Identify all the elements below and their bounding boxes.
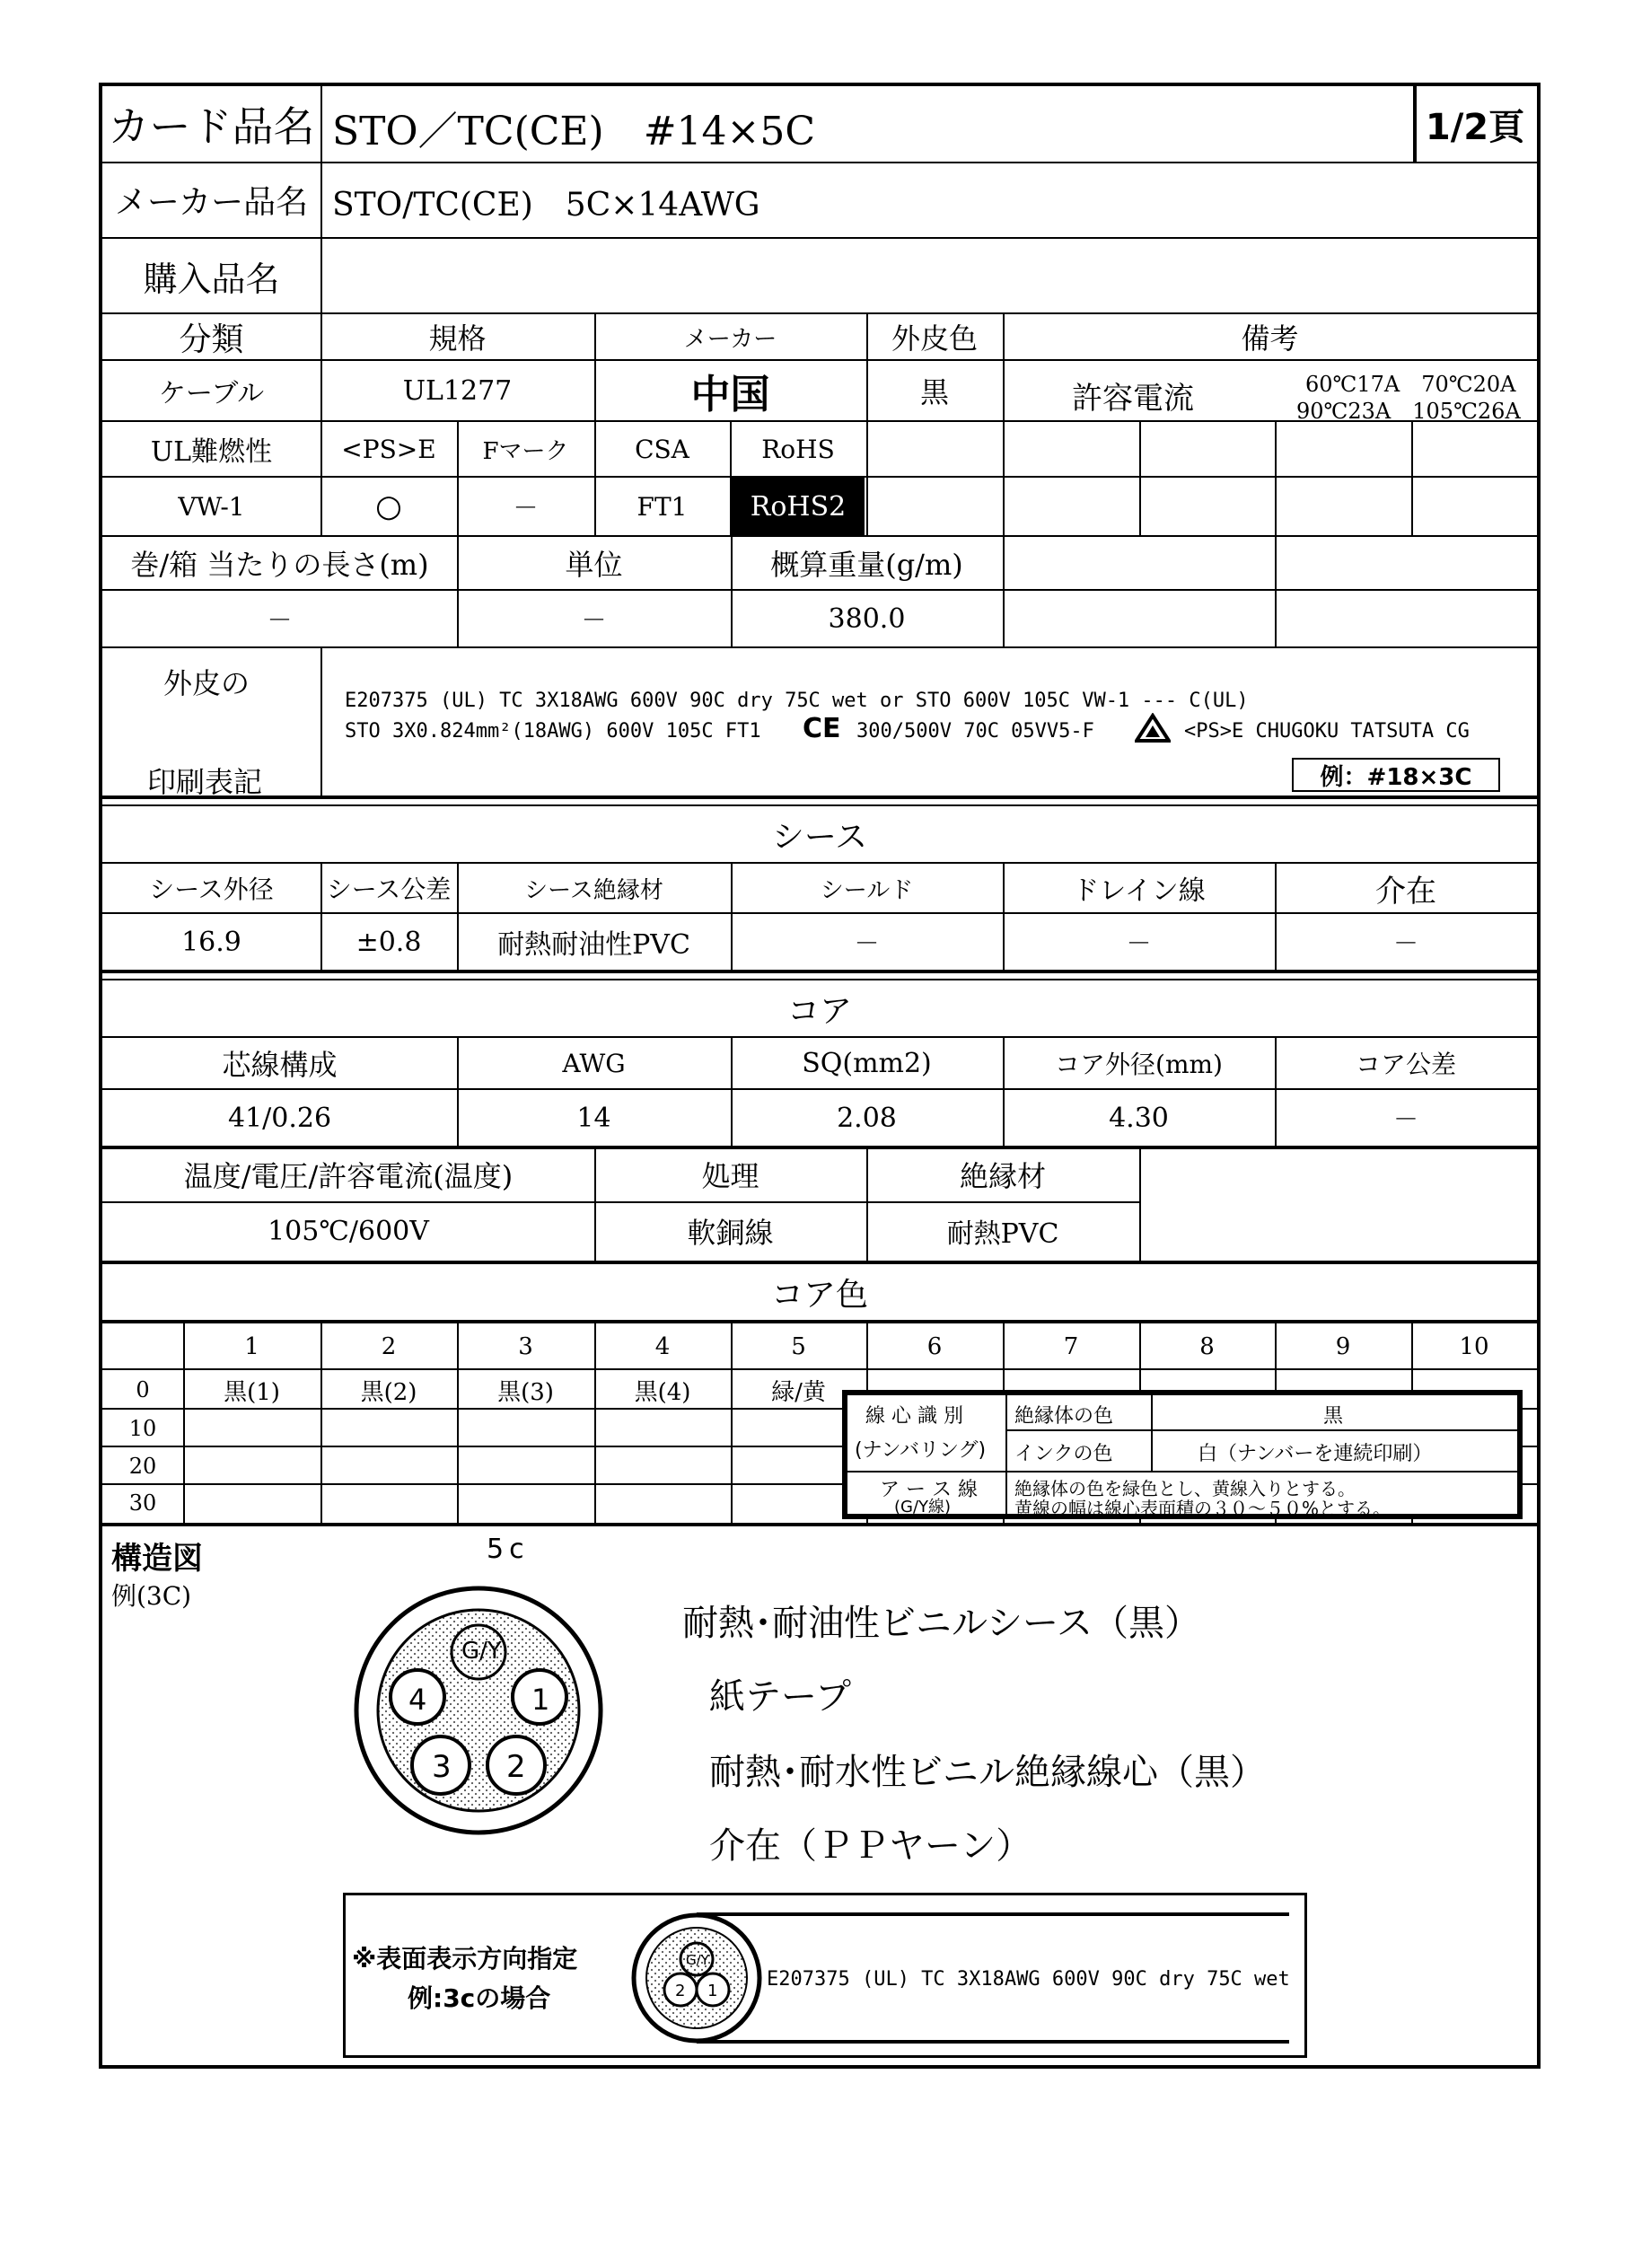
mini-label-2: 2	[675, 1982, 686, 2000]
weight-value: 380.0	[828, 602, 906, 635]
ul-header-flame: UL難燃性	[150, 436, 273, 468]
cores-label: 5c	[487, 1534, 530, 1565]
core-strand-value: 41/0.26	[227, 1102, 332, 1134]
callout-filler: 介在（ＰＰヤーン）	[709, 1825, 1032, 1867]
class-header-color: 外皮色	[891, 321, 978, 356]
color-row-header: 30	[128, 1490, 157, 1516]
core-header-insulation: 絶縁材	[959, 1159, 1046, 1193]
sheath-tol-value: ±0.8	[356, 926, 422, 958]
color-col-header: 7	[1063, 1333, 1079, 1360]
sheath-shield-value: －	[854, 928, 880, 958]
core-header-temp: 温度/電圧/許容電流(温度)	[183, 1159, 514, 1193]
length-value: －	[267, 605, 293, 635]
page-number: 1/2頁	[1425, 106, 1525, 148]
legend-insulation-value: 黒	[1323, 1405, 1344, 1428]
printing-label-bottom: 印刷表記	[147, 765, 263, 799]
print-example-box: 例：#18×3C	[1292, 758, 1500, 792]
color-row-header: 0	[136, 1377, 150, 1402]
core-color-cell: 黒(3)	[497, 1378, 554, 1406]
class-header-maker: メーカー	[683, 325, 777, 353]
callout-sheath: 耐熱･耐油性ビニルシース（黒）	[682, 1603, 1200, 1644]
card-label: カード品名	[108, 102, 315, 151]
color-col-header: 2	[381, 1333, 397, 1360]
sheath-od-value: 16.9	[181, 926, 241, 958]
sheath-header-material: シース絶縁材	[524, 876, 663, 904]
card-value: STO／TC(CE) #14×5C	[332, 109, 816, 154]
printing-line1: E207375 (UL) TC 3X18AWG 600V 90C dry 75C wet or STO 600V 105C VW-1 --- C(UL)	[345, 690, 1249, 712]
sheath-title: シース	[771, 818, 868, 856]
sheath-header-shield: シールド	[820, 876, 914, 904]
sheath-header-od: シース外径	[149, 875, 274, 904]
maker-value: STO/TC(CE) 5C×14AWG	[332, 187, 760, 224]
warning-triangle-icon	[1135, 713, 1171, 743]
color-row-header: 20	[128, 1454, 157, 1479]
class-maker-value: 中国	[690, 372, 770, 418]
core-header-process: 処理	[701, 1159, 759, 1193]
class-color-value: 黒	[919, 375, 949, 409]
legend-ink-label: インクの色	[1014, 1443, 1113, 1465]
ul-flame-value: VW-1	[178, 491, 245, 522]
mini-label-1: 1	[707, 1982, 718, 2000]
core-od-value: 4.30	[1109, 1102, 1169, 1134]
ul-header-csa: CSA	[635, 434, 689, 464]
unit-value: －	[581, 605, 607, 635]
color-col-header: 6	[926, 1333, 943, 1360]
core-process-value: 軟銅線	[687, 1216, 774, 1250]
core-temp-value: 105℃/600V	[268, 1215, 429, 1247]
ul-header-fmark: Fマーク	[482, 437, 569, 465]
class-header-note: 備考	[1241, 321, 1299, 356]
core-header-strand: 芯線構成	[222, 1048, 338, 1082]
legend-earth-line1: 絶縁体の色を緑色とし、黄線入りとする。	[1014, 1478, 1356, 1499]
core-label-1: 1	[531, 1683, 550, 1717]
class-header-standard: 規格	[428, 321, 487, 356]
callout-insulated-core: 耐熱･耐水性ビニル絶縁線心（黒）	[709, 1752, 1266, 1793]
ul-pse-value: ○	[375, 488, 402, 524]
printing-line2-c: <PS>E CHUGOKU TATSUTA CG	[1184, 720, 1470, 743]
printing-label-top: 外皮の	[163, 666, 250, 700]
unit-header: 単位	[565, 548, 623, 582]
ul-csa-value: FT1	[637, 491, 688, 522]
core-color-cell: 緑/黄	[771, 1378, 826, 1406]
class-type-value: ケーブル	[158, 378, 265, 409]
mini-print-text: E207375 (UL) TC 3X18AWG 600V 90C dry 75C wet	[767, 1968, 1290, 1991]
allowable-current-line2: 90℃23A 105℃26A	[1296, 399, 1521, 424]
color-col-header: 1	[244, 1333, 259, 1360]
legend-earth-label: ア ー ス 線	[880, 1479, 978, 1501]
printing-line2-a: STO 3X0.824mm²(18AWG) 600V 105C FT1	[345, 720, 761, 743]
ul-header-pse: <PS>E	[341, 434, 436, 464]
maker-label: メーカー品名	[114, 183, 309, 221]
core-color-title: コア色	[770, 1276, 868, 1314]
callout-paper-tape: 紙テープ	[709, 1676, 851, 1718]
printing-line2-b: 300/500V 70C 05VV5-F	[856, 720, 1094, 743]
identification-legend	[842, 1390, 1523, 1519]
ul-fmark-value: －	[513, 493, 539, 523]
legend-insulation-label: 絶縁体の色	[1014, 1405, 1114, 1428]
core-title: コア	[786, 992, 852, 1030]
sheath-material-value: 耐熱耐油性PVC	[497, 929, 690, 961]
core-header-od: コア外径(mm)	[1055, 1050, 1223, 1079]
core-header-awg: AWG	[562, 1048, 626, 1078]
core-tol-value: －	[1392, 1104, 1418, 1134]
legend-id-label: 線 心 識 別	[865, 1405, 963, 1428]
mini-label-gy: G/Y	[686, 1952, 709, 1968]
core-color-cell: 黒(2)	[360, 1378, 417, 1406]
legend-earth-line2: 黄線の幅は線心表面積の３０～５０%とする。	[1014, 1498, 1392, 1519]
core-awg-value: 14	[576, 1102, 611, 1134]
ce-mark: CE	[803, 713, 841, 744]
legend-earth-sub: (G/Y線)	[894, 1498, 952, 1516]
core-label-2: 2	[506, 1749, 526, 1785]
core-color-cell: 黒(4)	[634, 1378, 691, 1406]
direction-title: ※表面表示方向指定	[352, 1944, 578, 1974]
color-col-header: 9	[1335, 1333, 1351, 1360]
core-label-gy: G/Y	[461, 1638, 502, 1665]
color-col-header: 10	[1459, 1333, 1489, 1360]
sheath-drain-value: －	[1126, 928, 1152, 958]
core-label-4: 4	[408, 1683, 427, 1717]
structure-example: 例(3C)	[111, 1581, 192, 1611]
sheath-header-filler: 介在	[1375, 873, 1436, 910]
direction-example: 例:3cの場合	[408, 1983, 551, 2013]
ul-header-rohs: RoHS	[761, 434, 835, 464]
core-insulation-value: 耐熱PVC	[946, 1218, 1059, 1250]
core-sq-value: 2.08	[837, 1102, 897, 1134]
length-header: 巻/箱 当たりの長さ(m)	[130, 548, 429, 582]
cable-cross-section	[352, 1584, 605, 1837]
weight-header: 概算重量(g/m)	[770, 548, 963, 582]
color-col-header: 4	[654, 1333, 671, 1360]
allowable-current-label: 許容電流	[1072, 381, 1194, 417]
ul-rohs-value: RoHS2	[732, 478, 865, 535]
color-col-header: 3	[518, 1333, 533, 1360]
sheath-header-tol: シース公差	[326, 875, 452, 904]
sheath-filler-value: －	[1392, 928, 1418, 958]
core-header-tol: コア公差	[1355, 1050, 1456, 1079]
color-row-header: 10	[128, 1416, 157, 1441]
spec-sheet	[99, 83, 1541, 2069]
color-col-header: 5	[791, 1333, 806, 1360]
purchase-label: 購入品名	[143, 259, 280, 299]
legend-id-sub: (ナンバリング)	[855, 1439, 987, 1462]
color-col-header: 8	[1199, 1333, 1215, 1360]
allowable-current-line1: 60℃17A 70℃20A	[1305, 372, 1516, 397]
core-header-sq: SQ(mm2)	[802, 1047, 932, 1079]
core-color-cell: 黒(1)	[224, 1378, 280, 1406]
sheath-header-drain: ドレイン線	[1072, 875, 1206, 907]
class-header-type: 分類	[179, 321, 244, 358]
core-label-3: 3	[432, 1749, 452, 1785]
structure-title: 構造図	[111, 1541, 203, 1577]
legend-ink-value: 白（ナンバーを連続印刷）	[1198, 1443, 1433, 1465]
class-standard-value: UL1277	[402, 374, 513, 407]
